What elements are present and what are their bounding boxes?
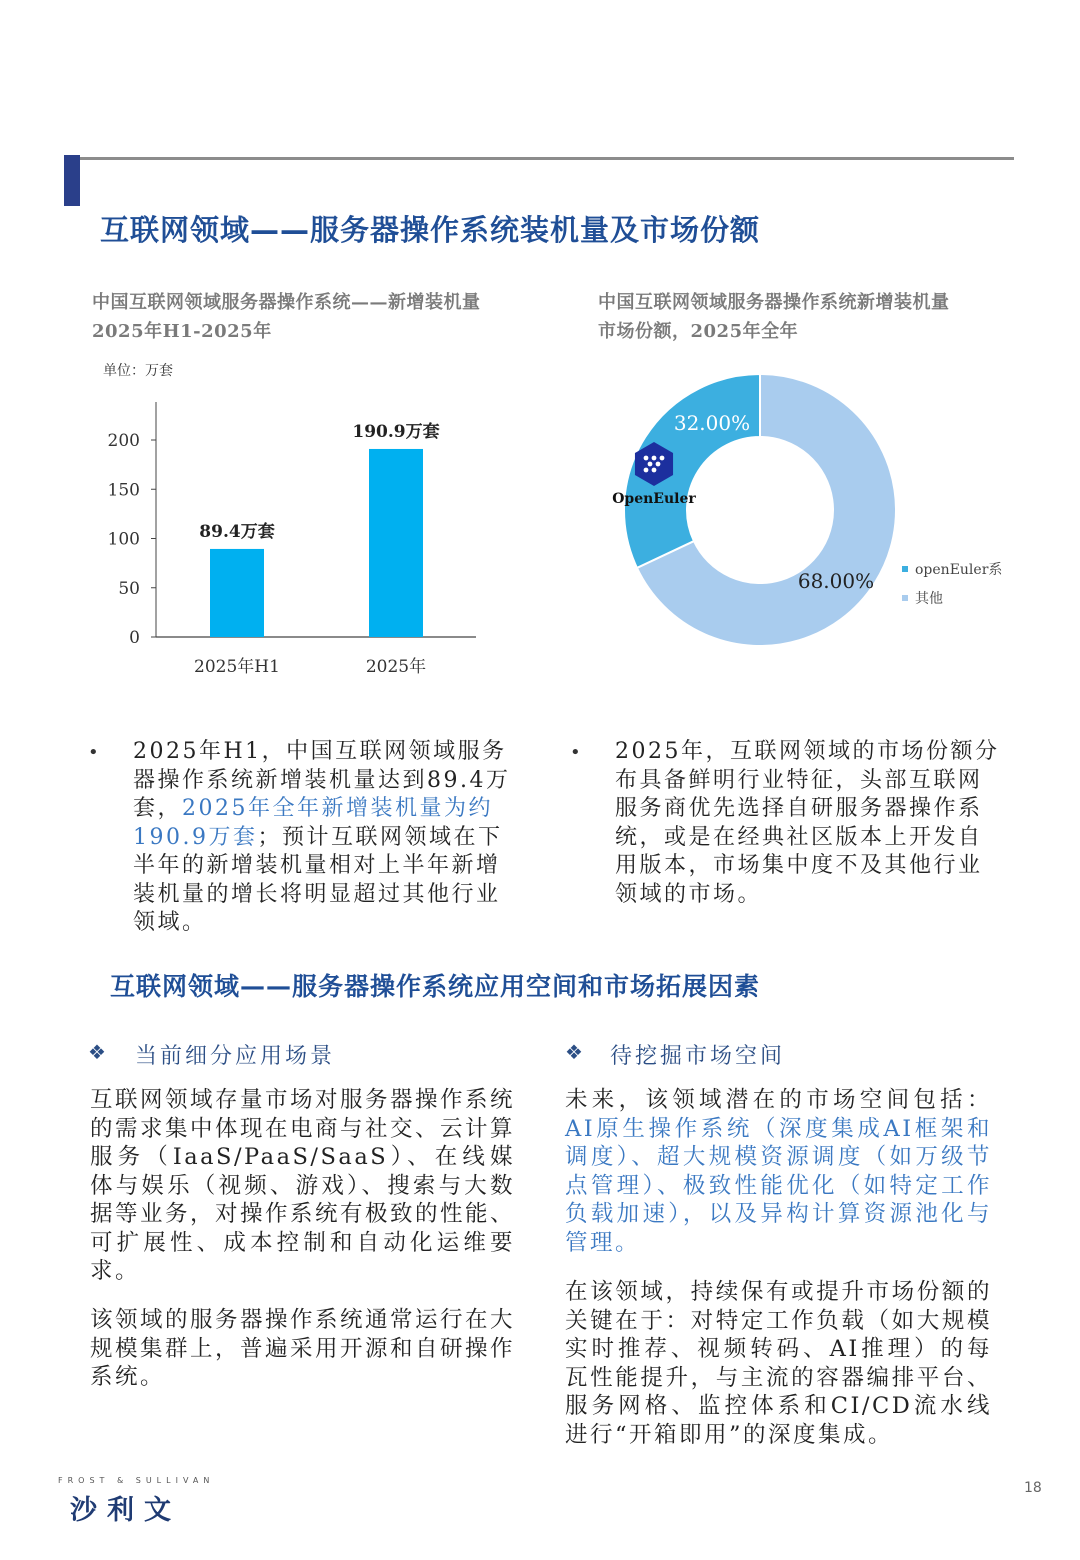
diamond-bullet-icon: ❖ bbox=[88, 1040, 106, 1064]
x-category-label: 2025年H1 bbox=[194, 657, 280, 677]
logo-dot bbox=[644, 456, 649, 461]
y-tick-label: 100 bbox=[107, 529, 140, 550]
right-paragraph-2: 在该领域，持续保有或提升市场份额的关键在于：对特定工作负载（如大规模实时推荐、视频转码、AI推理）的每瓦性能提升，与主流的容器编排平台、服务网格、监控体系和CI/CD流水线进行“开箱即用”的深度集成。 bbox=[565, 1279, 992, 1448]
legend-label: openEuler系 bbox=[915, 562, 1003, 578]
x-category-label: 2025年 bbox=[365, 657, 427, 677]
pie-chart-title-line1: 中国互联网领域服务器操作系统新增装机量 bbox=[598, 292, 950, 313]
page-number: 18 bbox=[1024, 1480, 1042, 1496]
bar-chart-title-line2: 2025年H1-2025年 bbox=[92, 321, 272, 342]
header-accent-block bbox=[64, 155, 80, 206]
bullet-left-highlight: 2025年全年新增装机量为约190.9万套 bbox=[133, 796, 494, 850]
y-tick-label: 200 bbox=[107, 431, 140, 451]
logo-dot bbox=[648, 462, 653, 467]
right-subheading: 待挖掘市场空间 bbox=[610, 1044, 786, 1069]
right-paragraph-1-intro: 未来，该领域潜在的市场空间包括： bbox=[565, 1087, 992, 1113]
bullet-dot-left: • bbox=[88, 742, 99, 763]
legend-swatch bbox=[902, 566, 908, 572]
logo-dot bbox=[660, 456, 665, 461]
footer-brand-small: FROST & SULLIVAN bbox=[58, 1476, 215, 1485]
footer-brand-logo: 沙利文 bbox=[70, 1495, 181, 1526]
y-tick-label: 0 bbox=[129, 628, 140, 648]
left-paragraph-1: 互联网领域存量市场对服务器操作系统的需求集中体现在电商与社交、云计算服务（IaaS/PaaS/SaaS）、在线媒体与娱乐（视频、游戏）、搜索与大数据等业务，对操作系统有极致的性能、可扩展性、成本控制和自动化运维要求。 bbox=[90, 1087, 516, 1284]
bullet-right: 2025年，互联网领域的市场份额分布具备鲜明行业特征，头部互联网服务商优先选择自研服务器操作系统，或是在经典社区版本上开发自用版本，市场集中度不及其他行业领域的市场。 bbox=[615, 739, 1000, 907]
pie-chart-title bbox=[598, 288, 950, 346]
section2-title: 互联网领域——服务器操作系统应用空间和市场拓展因素 bbox=[110, 972, 761, 1001]
bar-data-label: 89.4万套 bbox=[199, 521, 275, 542]
left-paragraph-2: 该领域的服务器操作系统通常运行在大规模集群上，普遍采用开源和自研操作系统。 bbox=[90, 1307, 516, 1390]
legend-label: 其他 bbox=[915, 591, 943, 607]
bar-chart bbox=[60, 380, 520, 700]
diamond-bullet-icon: ❖ bbox=[565, 1040, 583, 1064]
right-paragraph-1 bbox=[565, 1086, 992, 1257]
slice-label-openeuler: 32.00% bbox=[673, 411, 751, 435]
logo-dot bbox=[644, 468, 649, 473]
right-paragraph-1-highlight: AI原生操作系统（深度集成AI框架和调度）、超大规模资源调度（如万级节点管理）、极致性能优化（如特定工作负载加速），以及异构计算资源池化与管理。 bbox=[565, 1115, 992, 1256]
logo-wordmark: OpenEuler bbox=[612, 491, 696, 507]
bar-chart-unit: 单位：万套 bbox=[103, 363, 173, 379]
logo-dot bbox=[652, 468, 657, 473]
logo-dot bbox=[652, 456, 657, 461]
slice-label-other: 68.00% bbox=[797, 569, 875, 593]
pie-chart-title-line2: 市场份额，2025年全年 bbox=[598, 321, 799, 342]
section-title: 互联网领域——服务器操作系统装机量及市场份额 bbox=[100, 213, 761, 247]
bar-chart-title-line1: 中国互联网领域服务器操作系统——新增装机量 bbox=[92, 292, 481, 313]
bullet-left-text2: ；预计互联网领域在下半年的新增装机量相对上半年新增装机量的增长将明显超过其他行业领域。 bbox=[133, 824, 503, 935]
header-rule bbox=[78, 157, 1014, 160]
y-tick-label: 150 bbox=[107, 480, 140, 501]
bar-data-label: 190.9万套 bbox=[352, 421, 440, 442]
bar bbox=[210, 549, 264, 637]
bullet-left bbox=[133, 738, 518, 938]
bullet-dot-right: • bbox=[570, 742, 581, 763]
y-tick-label: 50 bbox=[118, 578, 140, 599]
bar-chart-title bbox=[92, 288, 481, 346]
bar bbox=[369, 449, 423, 637]
left-subheading: 当前细分应用场景 bbox=[135, 1044, 336, 1069]
donut-chart bbox=[600, 360, 1040, 670]
logo-dot bbox=[656, 462, 661, 467]
bullet-left-text1: 2025年H1，中国互联网领域服务器操作系统新增装机量达到89.4万套， bbox=[133, 739, 511, 821]
legend-swatch bbox=[902, 595, 908, 601]
